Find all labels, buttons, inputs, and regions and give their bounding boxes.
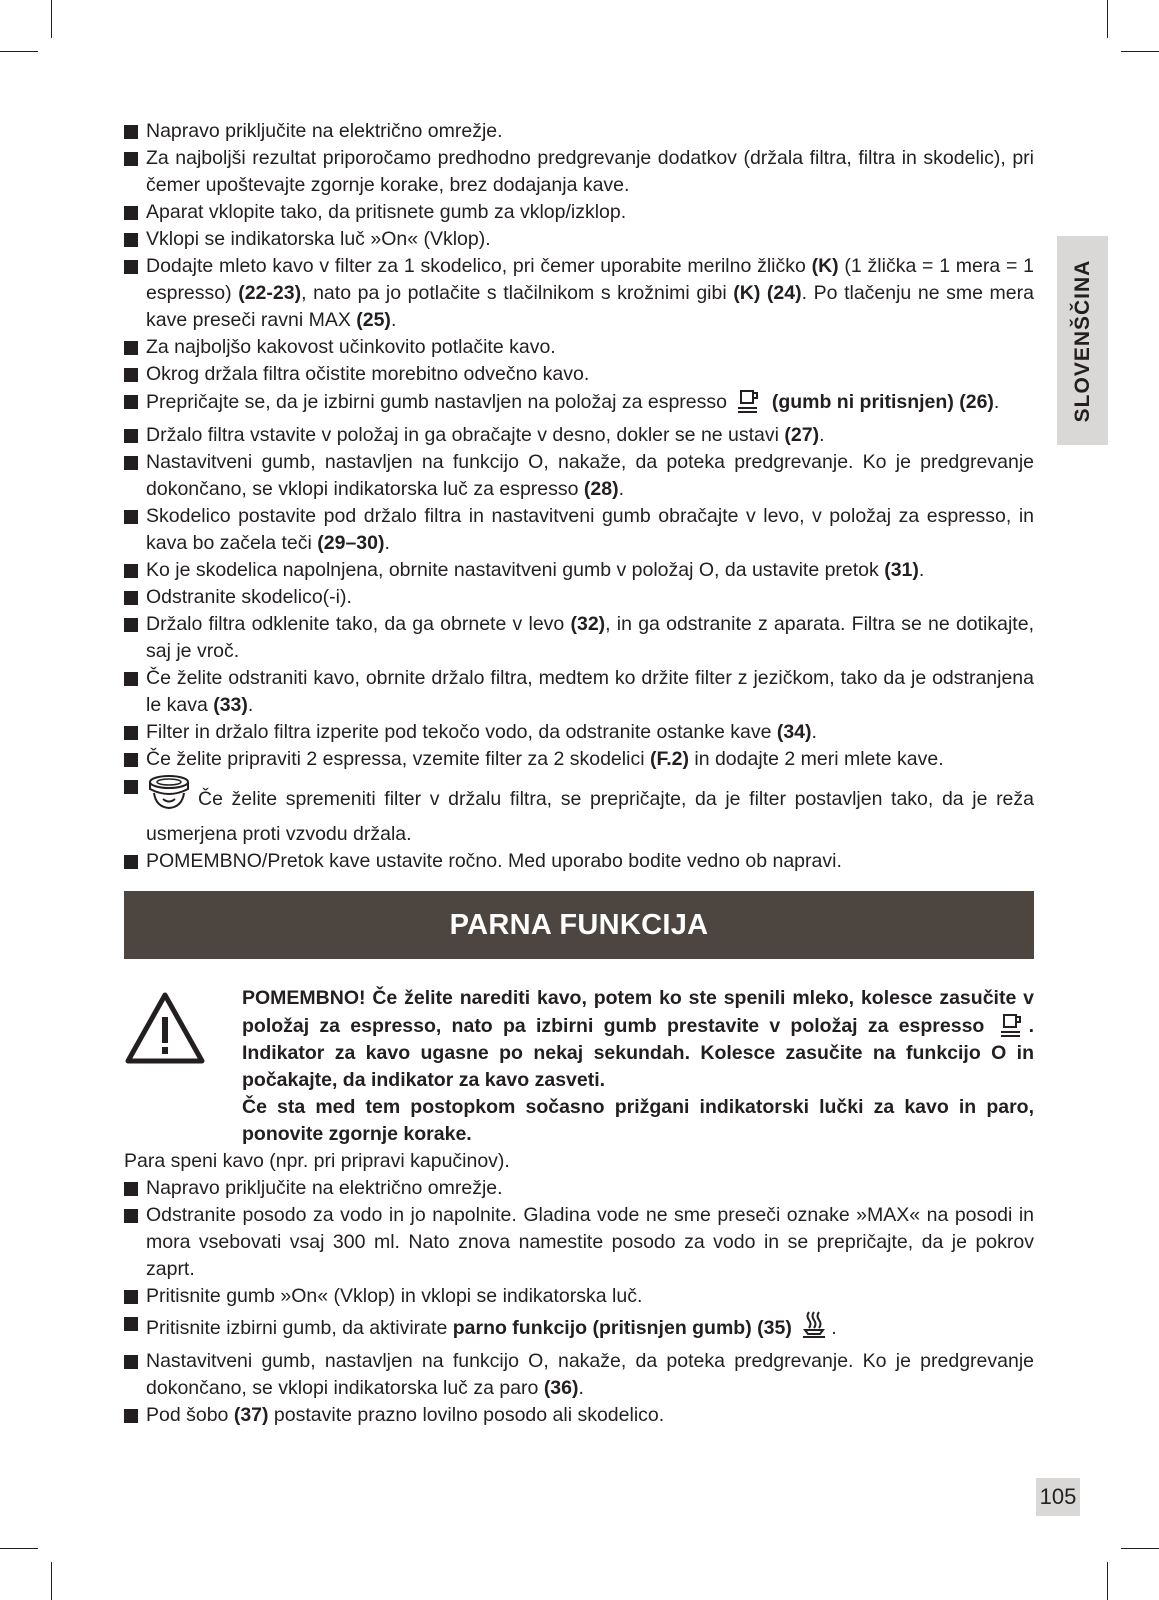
list-item-text: Za najboljšo kakovost učinkovito potlačite kavo. xyxy=(146,336,556,358)
list-item-text: Odstranite posodo za vodo in jo napolnite. Gladina vode ne sme preseči oznake »MAX« na posodi in mora vsebovati vsaj 300 ml. Nato znova namestite posodo za vodo in se prepričajte, da je pokrov zaprt. xyxy=(146,1204,1034,1280)
bold-reference: (33) xyxy=(213,694,248,716)
bold-reference: (F.2) xyxy=(649,748,689,770)
bold-reference: (K) (24) xyxy=(733,282,802,304)
list-item xyxy=(124,388,1034,422)
language-tab-label: SLOVENŠČINA xyxy=(1070,259,1094,422)
bold-reference: (K) xyxy=(811,255,839,277)
list-item xyxy=(124,449,1034,503)
list-item-text: Dodajte mleto kavo v filter za 1 skodelico, pri čemer uporabite merilno žličko xyxy=(146,255,812,277)
list-item xyxy=(124,611,1034,665)
list-item xyxy=(124,145,1034,199)
crop-mark xyxy=(1107,0,1108,38)
list-item-text: (1 žlička = 1 mera = 1 espresso) xyxy=(146,255,1034,304)
list-item-text: Okrog držala filtra očistite morebitno odvečno kavo. xyxy=(146,363,590,385)
list-item-text: . xyxy=(247,694,254,716)
section-title: PARNA FUNKCIJA xyxy=(449,908,709,941)
steam-icon xyxy=(801,1310,827,1348)
list-item-text: , nato pa jo potlačite s tlačilnikom s krožnimi gibi xyxy=(301,282,734,304)
crop-mark xyxy=(1107,1562,1108,1600)
bold-reference: (25) xyxy=(356,309,391,331)
bold-reference: (32) xyxy=(570,613,606,635)
list-item-text: Ko je skodelica napolnjena, obrnite nastavitveni gumb v položaj O, da ustavite pretok xyxy=(146,559,885,581)
list-item-text: Nastavitveni gumb, nastavljen na funkcijo O, nakaže, da poteka predgrevanje. Ko je predgrevanje dokončano, se vklopi indikatorska luč za paro xyxy=(146,1350,1034,1399)
bold-reference: (36) xyxy=(543,1377,579,1399)
espresso-cup-icon xyxy=(999,1012,1025,1038)
list-item-text: . xyxy=(811,721,817,743)
list-item-text: Odstranite skodelico(-i). xyxy=(146,586,352,608)
crop-mark xyxy=(0,51,38,52)
bold-reference: (31) xyxy=(884,559,919,581)
bold-reference: parno funkcijo (pritisnjen gumb) (35) xyxy=(452,1317,792,1339)
list-item-text: Držalo filtra odklenite tako, da ga obrnete v levo xyxy=(146,613,571,635)
list-item-text: POMEMBNO/Pretok kave ustavite ročno. Med uporabo bodite vedno ob napravi. xyxy=(146,850,842,872)
list-item xyxy=(124,422,1034,449)
list-item-text: Pritisnite gumb »On« (Vklop) in vklopi se indikatorska luč. xyxy=(146,1285,643,1307)
crop-mark xyxy=(1121,51,1159,52)
list-item-text: . xyxy=(384,532,390,554)
list-item-text: , in ga odstranite z aparata. Filtra se ne dotikajte, saj je vroč. xyxy=(146,613,1034,662)
list-item-text: Prepričajte se, da je izbirni gumb nastavljen na položaj za espresso xyxy=(146,391,733,413)
section-header xyxy=(124,891,1034,959)
warning-text-part1: POMEMBNO! Če želite narediti kavo, potem ko ste spenili mleko, kolesce zasučite v položaj za espresso, nato pa izbirni gumb prestavite v položaj za espresso xyxy=(242,987,1034,1037)
list-item-text: in dodajte 2 meri mlete kave. xyxy=(688,748,944,770)
bold-reference: (27) xyxy=(784,424,820,446)
list-item-text: Če želite odstraniti kavo, obrnite držalo filtra, medtem ko držite filter z jezičkom, tako da je odstranjena le kava xyxy=(146,667,1034,716)
bold-reference: (28) xyxy=(583,478,619,500)
instruction-list xyxy=(124,118,1034,875)
warning-text-repeat: Če sta med tem postopkom sočasno prižgani indikatorski lučki za kavo in paro, ponovite zgornje korake. xyxy=(242,1096,1034,1145)
list-item-text: Skodelico postavite pod držalo filtra in nastavitveni gumb obračajte v levo, v položaj za espresso, in kava bo začela teči xyxy=(146,505,1034,554)
list-item-text: Če želite spremeniti filter v držalu filtra, se prepričajte, da je filter postavljen tako, da je reža usmerjena proti vzvodu držala. xyxy=(146,788,1034,845)
list-item-text: . xyxy=(819,424,825,446)
list-item-text: . xyxy=(831,1317,837,1339)
bold-reference: (gumb ni pritisnjen) (26) xyxy=(766,391,994,413)
warning-block xyxy=(124,985,1034,1148)
list-item-text: Filter in držalo filtra izperite pod tekočo vodo, da odstranite ostanke kave xyxy=(146,721,777,743)
warning-triangle-icon xyxy=(124,991,206,1065)
list-item xyxy=(124,361,1034,388)
list-item-text: Nastavitveni gumb, nastavljen na funkcijo O, nakaže, da poteka predgrevanje. Ko je predgrevanje dokončano, se vklopi indikatorska luč za espresso xyxy=(146,451,1034,500)
list-item-text: . xyxy=(578,1377,584,1399)
list-item xyxy=(124,253,1034,334)
list-item-text: . xyxy=(993,391,1000,413)
list-item xyxy=(124,334,1034,361)
list-item xyxy=(124,746,1034,773)
crop-mark xyxy=(1121,1548,1159,1549)
warning-text-part2: . Indikator za kavo ugasne po nekaj sekundah. Kolesce zasučite na funkcijo O in počakajte, da indikator za kavo zasveti. xyxy=(242,1015,1034,1091)
bold-reference: (22-23) xyxy=(238,282,302,304)
list-item xyxy=(124,1202,1034,1283)
list-item xyxy=(124,118,1034,145)
list-item-text: Napravo priključite na električno omrežje. xyxy=(146,120,503,142)
list-item-text xyxy=(792,1317,797,1339)
bold-reference: (37) xyxy=(233,1404,269,1426)
page-content xyxy=(124,118,1034,1429)
list-item-text: . xyxy=(390,309,397,331)
bold-reference: (29–30) xyxy=(317,532,385,554)
list-item-text: . xyxy=(918,559,925,581)
crop-mark xyxy=(0,1548,38,1549)
list-item xyxy=(124,773,1034,848)
list-item-text: . Po tlačenju ne sme mera kave preseči ravni MAX xyxy=(146,282,1034,331)
list-item xyxy=(124,1310,1034,1348)
list-item xyxy=(124,665,1034,719)
list-item xyxy=(124,1348,1034,1402)
list-item xyxy=(124,503,1034,557)
list-item xyxy=(124,199,1034,226)
list-item xyxy=(124,557,1034,584)
list-item-text: Držalo filtra vstavite v položaj in ga obračajte v desno, dokler se ne ustavi xyxy=(146,424,785,446)
crop-mark xyxy=(51,0,52,38)
list-item-text: postavite prazno lovilno posodo ali skodelico. xyxy=(268,1404,665,1426)
list-item xyxy=(124,1402,1034,1429)
bold-reference: (34) xyxy=(776,721,812,743)
filter-icon xyxy=(146,773,192,821)
list-item-text: Napravo priključite na električno omrežje. xyxy=(146,1177,503,1199)
list-item xyxy=(124,584,1034,611)
list-item-text: . xyxy=(618,478,625,500)
list-item-text: Aparat vklopite tako, da pritisnete gumb za vklop/izklop. xyxy=(146,201,627,223)
warning-text xyxy=(242,985,1034,1094)
list-item xyxy=(124,1283,1034,1310)
list-item-text: Pritisnite izbirni gumb, da aktivirate xyxy=(146,1317,453,1339)
list-item-text: Pod šobo xyxy=(146,1404,234,1426)
list-item-text: Če želite pripraviti 2 espressa, vzemite filter za 2 skodelici xyxy=(146,748,650,770)
list-item-text: Vklopi se indikatorska luč »On« (Vklop). xyxy=(146,228,491,250)
steam-instruction-list xyxy=(124,1175,1034,1429)
list-item-text: Za najboljši rezultat priporočamo predhodno predgrevanje dodatkov (držala filtra, filtra in skodelic), pri čemer upoštevajte zgornje korake, brez dodajanja kave. xyxy=(146,147,1034,196)
espresso-cup-icon xyxy=(736,388,762,422)
list-item xyxy=(124,226,1034,253)
list-item xyxy=(124,848,1034,875)
page-number xyxy=(1036,1478,1080,1516)
crop-mark xyxy=(51,1562,52,1600)
list-item xyxy=(124,719,1034,746)
steam-intro: Para speni kavo (npr. pri pripravi kapučinov). xyxy=(124,1150,510,1172)
page-number-label: 105 xyxy=(1039,1484,1077,1509)
language-tab xyxy=(1057,236,1108,445)
list-item xyxy=(124,1175,1034,1202)
